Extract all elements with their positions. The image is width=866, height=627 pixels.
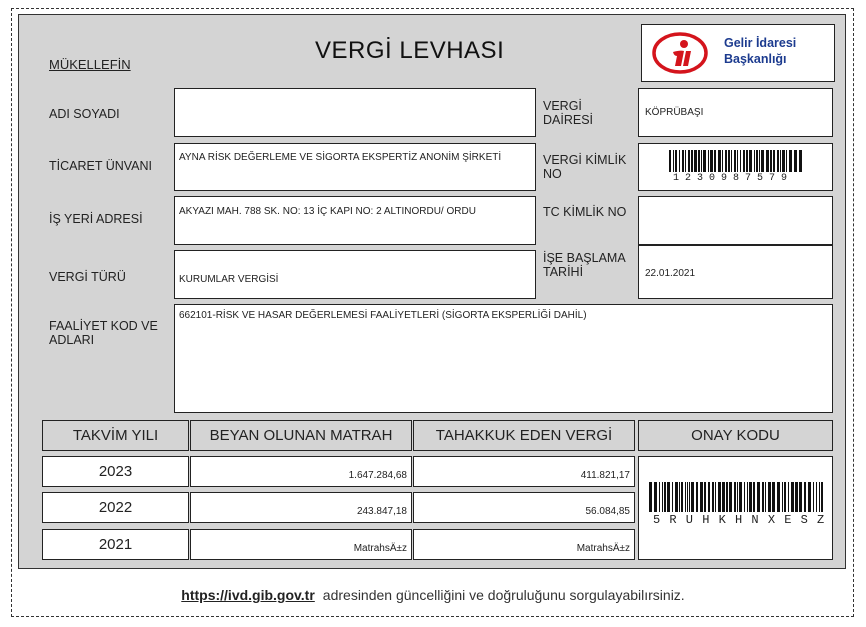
row-2021-year: 2021 [42, 529, 189, 560]
faaliyet-value: 662101-RİSK VE HASAR DEĞERLEMESİ FAALİYETLERİ (SİGORTA EKSPERLİĞİ DAHİL) [174, 304, 833, 413]
row-2023-matrah: 1.647.284,68 [190, 456, 412, 487]
tax-plate-panel [18, 14, 846, 569]
row-2022-year: 2022 [42, 492, 189, 523]
vergi-dairesi-label: VERGİ DAİRESİ [543, 99, 594, 127]
adi-soyadi-label: ADI SOYADI [49, 107, 120, 121]
th-beyan-matrah: BEYAN OLUNAN MATRAH [190, 420, 412, 451]
ticaret-unvani-value: AYNA RİSK DEĞERLEME VE SİGORTA EKSPERTİZ ANONİM ŞİRKETİ [174, 143, 536, 191]
faaliyet-label: FAALİYET KOD VE ADLARI [49, 319, 158, 347]
barcode-icon [669, 150, 804, 172]
barcode-icon [649, 482, 824, 512]
row-2022-vergi: 56.084,85 [413, 492, 635, 523]
vergi-turu-value: KURUMLAR VERGİSİ [174, 250, 536, 299]
th-takvim-yili: TAKVİM YILI [42, 420, 189, 451]
ise-baslama-value: 22.01.2021 [638, 245, 833, 299]
vergi-turu-label: VERGİ TÜRÜ [49, 270, 126, 284]
is-yeri-adresi-value: AKYAZI MAH. 788 SK. NO: 13 İÇ KAPI NO: 2 ALTINORDU/ ORDU [174, 196, 536, 245]
th-tahakkuk-vergi: TAHAKKUK EDEN VERGİ [413, 420, 635, 451]
row-2021-matrah: MatrahsÄ±z [190, 529, 412, 560]
page-title: VERGİ LEVHASI [315, 37, 505, 64]
row-2021-vergi: MatrahsÄ±z [413, 529, 635, 560]
ticaret-unvani-label: TİCARET ÜNVANI [49, 159, 153, 173]
vergi-kimlik-value: 1 2 3 0 9 8 7 5 7 9 [638, 143, 833, 191]
mukellef-label: MÜKELLEFİN [49, 57, 131, 72]
footer-text: adresinden güncelliğini ve doğruluğunu sorgulayabilırsiniz. [322, 587, 685, 603]
gib-logo-icon [651, 31, 709, 75]
logo-line2: Başkanlığı [724, 52, 787, 66]
gib-logo [641, 24, 835, 82]
vergi-kimlik-label: VERGİ KİMLİK NO [543, 153, 627, 181]
onay-kodu-text: 5 R U H K H N X E S Z [653, 513, 826, 527]
row-2023-year: 2023 [42, 456, 189, 487]
adi-soyadi-value [174, 88, 536, 137]
vergi-dairesi-value: KÖPRÜBAŞI [638, 88, 833, 137]
tc-kimlik-label: TC KİMLİK NO [543, 205, 627, 219]
row-2023-vergi: 411.821,17 [413, 456, 635, 487]
ise-baslama-label: İŞE BAŞLAMA TARİHİ [543, 251, 625, 279]
is-yeri-adresi-label: İŞ YERİ ADRESİ [49, 212, 143, 226]
onay-kodu-cell [638, 456, 833, 560]
ivd-link[interactable]: https://ivd.gib.gov.tr [181, 587, 315, 603]
th-onay-kodu: ONAY KODU [638, 420, 833, 451]
row-2022-matrah: 243.847,18 [190, 492, 412, 523]
logo-line1: Gelir İdaresi [724, 36, 797, 50]
footer [0, 587, 866, 603]
tc-kimlik-value [638, 196, 833, 245]
